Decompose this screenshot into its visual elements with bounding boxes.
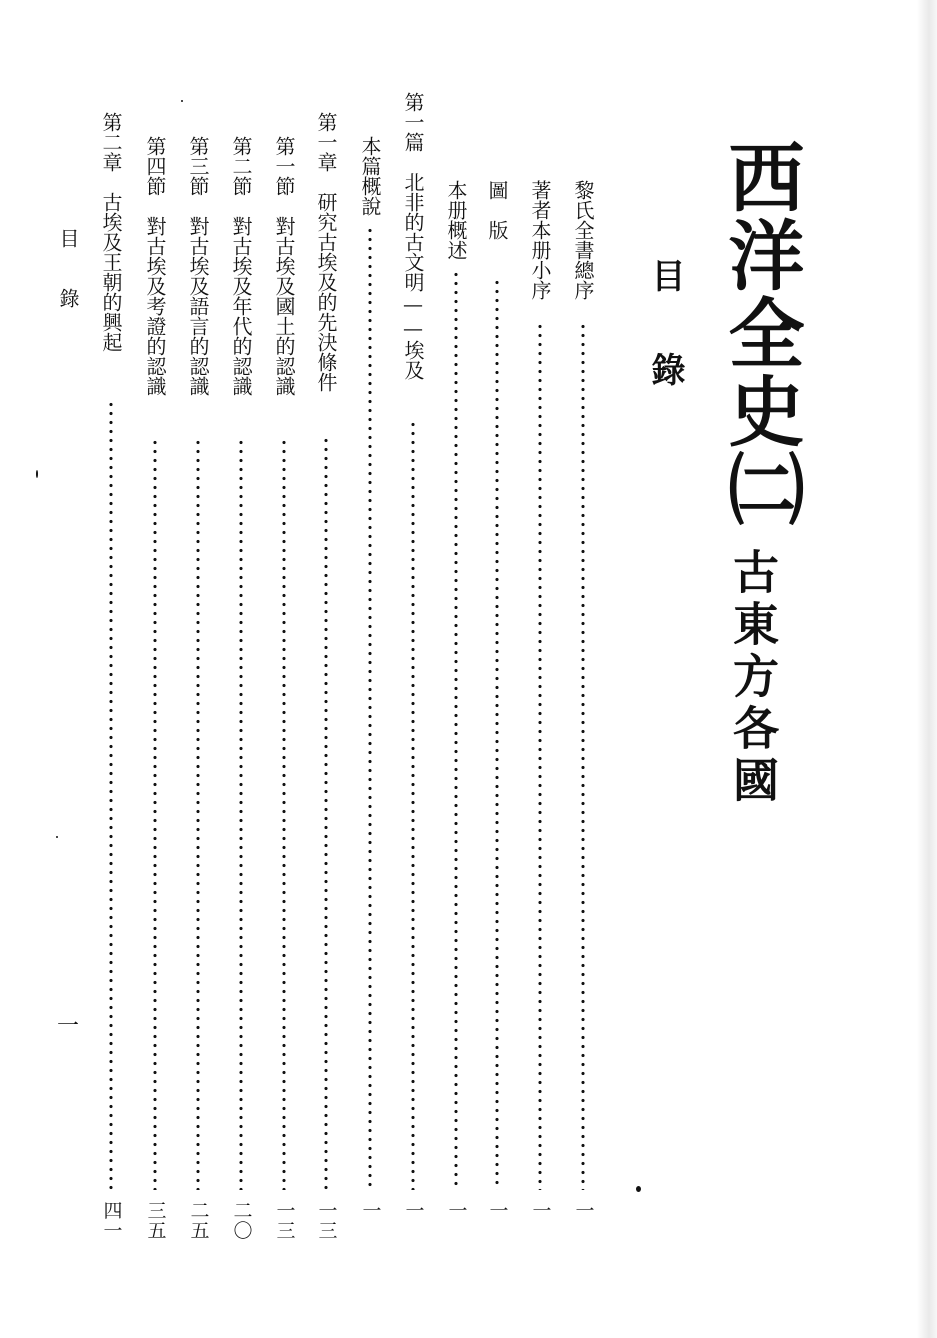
toc-entry[interactable]: [446, 0, 476, 1338]
toc-entry[interactable]: [360, 0, 390, 1338]
toc-entry-label: 本册概述: [444, 180, 468, 260]
toc-entry[interactable]: [316, 0, 346, 1338]
toc-entry[interactable]: [231, 0, 261, 1338]
toc-entry-label: 黎氏全書總序: [571, 180, 595, 300]
toc-entry-label: 本篇概說: [358, 136, 382, 216]
contents-heading: 目錄: [645, 258, 685, 446]
book-subtitle: 古東方各國: [726, 548, 780, 808]
toc-entry[interactable]: [101, 0, 131, 1338]
toc-entry[interactable]: [403, 0, 433, 1338]
toc-leader-dots: [282, 438, 286, 1190]
toc-entry-label: 第一節 對古埃及國土的認識: [272, 136, 296, 396]
folio-number: 一: [57, 1014, 80, 1039]
toc-entry-label: 著者本册小序: [528, 180, 552, 300]
toc-entry-page: 一: [575, 1200, 595, 1222]
toc-entry-label: 圖 版: [485, 180, 509, 240]
toc-leader-dots: [109, 400, 113, 1190]
toc-entry[interactable]: [487, 0, 517, 1338]
toc-entry-page: 一: [405, 1200, 425, 1222]
toc-leader-dots: [454, 270, 458, 1190]
toc-entry[interactable]: [573, 0, 603, 1338]
toc-entry-page: 三五: [147, 1200, 167, 1242]
book-title-text: 西洋全史: [716, 138, 805, 450]
toc-leader-dots: [324, 436, 328, 1190]
print-speck: [636, 1186, 641, 1192]
toc-leader-dots: [411, 420, 415, 1190]
toc-entry-label: 第一篇 北非的古文明——埃及: [401, 92, 425, 380]
toc-entry[interactable]: [530, 0, 560, 1338]
book-title: [716, 138, 805, 528]
toc-entry-page: 二〇: [233, 1200, 253, 1242]
toc-leader-dots: [368, 226, 372, 1190]
toc-entry-page: 一: [532, 1200, 552, 1222]
toc-entry-label: 第三節 對古埃及語言的認識: [186, 136, 210, 396]
print-speck: [36, 470, 38, 478]
print-speck: [181, 100, 183, 102]
toc-leader-dots: [196, 438, 200, 1190]
print-speck: [56, 836, 58, 838]
toc-entry-label: 第二章 古埃及王朝的興起: [99, 112, 123, 352]
toc-entry-label: 第四節 對古埃及考證的認識: [143, 136, 167, 396]
running-head: 目錄: [56, 228, 80, 348]
toc-entry-page: 一: [362, 1200, 382, 1222]
toc-leader-dots: [581, 322, 585, 1190]
toc-entry-page: 一: [448, 1200, 468, 1222]
toc-entry[interactable]: [145, 0, 175, 1338]
toc-leader-dots: [538, 322, 542, 1190]
toc-leader-dots: [495, 278, 499, 1190]
toc-leader-dots: [239, 438, 243, 1190]
toc-entry-page: 一三: [276, 1200, 296, 1242]
toc-leader-dots: [153, 438, 157, 1190]
toc-entry[interactable]: [274, 0, 304, 1338]
toc-entry-label: 第一章 研究古埃及的先決條件: [314, 112, 338, 392]
toc-entry-page: 二五: [190, 1200, 210, 1242]
toc-entry-page: 四一: [103, 1200, 123, 1242]
page-edge-shadow: [917, 0, 937, 1338]
toc-entry-page: 一: [489, 1200, 509, 1222]
book-volume: ㈡: [716, 450, 805, 528]
toc-entry[interactable]: [188, 0, 218, 1338]
toc-entry-label: 第二節 對古埃及年代的認識: [229, 136, 253, 396]
toc-entry-page: 一三: [318, 1200, 338, 1242]
